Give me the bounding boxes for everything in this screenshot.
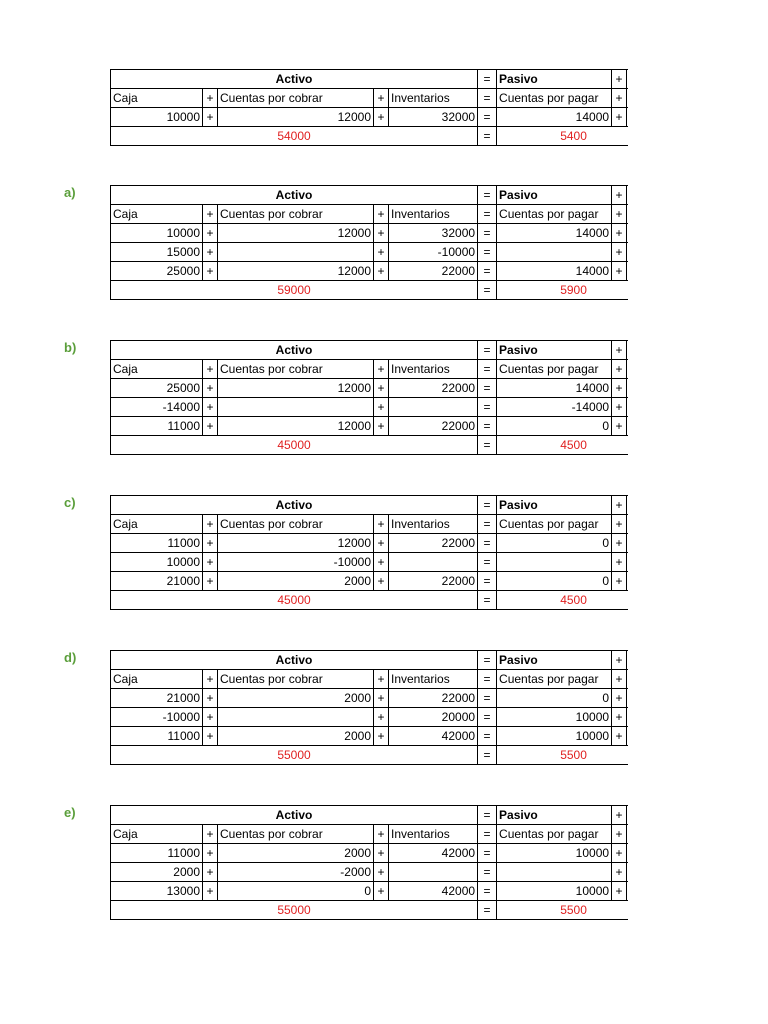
plus-sign: + (612, 708, 627, 727)
total-activo: 45000 (111, 591, 478, 610)
caja-header: Caja (111, 89, 203, 108)
plus-sign: + (374, 379, 389, 398)
total-activo: 55000 (111, 901, 478, 920)
activo-header: Activo (111, 806, 478, 825)
inventarios-value: 22000 (389, 534, 478, 553)
cuentas-cobrar-value: 12000 (218, 534, 374, 553)
plus-sign: + (612, 863, 627, 882)
inventarios-value: 42000 (389, 727, 478, 746)
plus-sign: + (374, 534, 389, 553)
inventarios-value: 32000 (389, 224, 478, 243)
plus-sign: + (374, 224, 389, 243)
column-header-row (111, 89, 629, 108)
plus-sign: + (203, 360, 218, 379)
plus-sign: + (203, 243, 218, 262)
pasivo-header: Pasivo (497, 70, 612, 89)
caja-value: 11000 (111, 534, 203, 553)
empty-cell (627, 670, 628, 689)
total-row (111, 127, 629, 146)
equals-sign: = (478, 89, 497, 108)
plus-sign: + (374, 708, 389, 727)
equals-sign: = (478, 591, 497, 610)
equals-sign: = (478, 379, 497, 398)
data-row (111, 379, 629, 398)
part-label: e) (64, 805, 76, 820)
cuentas-pagar-value (497, 863, 612, 882)
inventarios-header: Inventarios (389, 360, 478, 379)
cuentas-pagar-header: Cuentas por pagar (497, 205, 612, 224)
empty-cell (627, 417, 628, 436)
header-row (111, 341, 629, 360)
header-row (111, 186, 629, 205)
plus-sign: + (612, 572, 627, 591)
plus-sign: + (203, 108, 218, 127)
equals-sign: = (478, 186, 497, 205)
cuentas-pagar-value: 14000 (497, 262, 612, 281)
equals-sign: = (478, 417, 497, 436)
cuentas-pagar-value: 14000 (497, 224, 612, 243)
equals-sign: = (478, 281, 497, 300)
ledger-table (110, 805, 628, 920)
data-row (111, 708, 629, 727)
caja-header: Caja (111, 360, 203, 379)
pasivo-header: Pasivo (497, 186, 612, 205)
plus-sign: + (612, 844, 627, 863)
column-header-row (111, 360, 629, 379)
plus-sign: + (612, 882, 627, 901)
data-row (111, 534, 629, 553)
plus-sign: + (374, 515, 389, 534)
column-header-row (111, 205, 629, 224)
ledger-sheet (110, 805, 628, 925)
plus-sign: + (612, 262, 627, 281)
ledger-table (110, 69, 628, 146)
caja-header: Caja (111, 825, 203, 844)
equals-sign: = (478, 398, 497, 417)
total-activo: 59000 (111, 281, 478, 300)
equals-sign: = (478, 205, 497, 224)
column-header-row (111, 825, 629, 844)
inventarios-value: 22000 (389, 689, 478, 708)
data-row (111, 417, 629, 436)
ledger-sheet (110, 185, 628, 305)
cuentas-cobrar-value: 12000 (218, 417, 374, 436)
equals-sign: = (478, 127, 497, 146)
plus-sign: + (612, 515, 627, 534)
caja-value: 10000 (111, 108, 203, 127)
equals-sign: = (478, 496, 497, 515)
cuentas-cobrar-value: -2000 (218, 863, 374, 882)
plus-sign: + (374, 727, 389, 746)
inventarios-value (389, 398, 478, 417)
plus-sign: + (612, 341, 627, 360)
empty-cell (627, 186, 628, 205)
plus-sign: + (374, 262, 389, 281)
inventarios-value: 32000 (389, 108, 478, 127)
plus-sign: + (374, 825, 389, 844)
equals-sign: = (478, 651, 497, 670)
plus-sign: + (374, 670, 389, 689)
plus-sign: + (374, 572, 389, 591)
plus-sign: + (612, 205, 627, 224)
plus-sign: + (612, 70, 627, 89)
cuentas-pagar-value: 0 (497, 689, 612, 708)
equals-sign: = (478, 708, 497, 727)
ledger-sheet (110, 650, 628, 770)
cuentas-cobrar-value (218, 243, 374, 262)
inventarios-value: 20000 (389, 708, 478, 727)
cuentas-pagar-header: Cuentas por pagar (497, 515, 612, 534)
data-row (111, 262, 629, 281)
inventarios-value (389, 863, 478, 882)
total-pasivo: 4500 (497, 591, 628, 610)
empty-cell (627, 689, 628, 708)
equals-sign: = (478, 262, 497, 281)
equals-sign: = (478, 882, 497, 901)
caja-value: 21000 (111, 689, 203, 708)
caja-value: 21000 (111, 572, 203, 591)
plus-sign: + (203, 205, 218, 224)
plus-sign: + (374, 863, 389, 882)
equals-sign: = (478, 901, 497, 920)
pasivo-header: Pasivo (497, 806, 612, 825)
inventarios-value: 22000 (389, 379, 478, 398)
caja-value: -14000 (111, 398, 203, 417)
cuentas-pagar-header: Cuentas por pagar (497, 89, 612, 108)
empty-cell (627, 205, 628, 224)
equals-sign: = (478, 670, 497, 689)
cuentas-cobrar-header: Cuentas por cobrar (218, 89, 374, 108)
plus-sign: + (612, 651, 627, 670)
plus-sign: + (612, 534, 627, 553)
cuentas-pagar-value (497, 553, 612, 572)
activo-header: Activo (111, 496, 478, 515)
equals-sign: = (478, 572, 497, 591)
plus-sign: + (612, 89, 627, 108)
total-pasivo: 4500 (497, 436, 628, 455)
header-row (111, 651, 629, 670)
total-pasivo: 5500 (497, 901, 628, 920)
plus-sign: + (203, 844, 218, 863)
cuentas-cobrar-header: Cuentas por cobrar (218, 825, 374, 844)
column-header-row (111, 670, 629, 689)
empty-cell (627, 515, 628, 534)
header-row (111, 806, 629, 825)
empty-cell (627, 379, 628, 398)
inventarios-value: 22000 (389, 417, 478, 436)
empty-cell (627, 108, 628, 127)
cuentas-cobrar-value (218, 398, 374, 417)
cuentas-pagar-value: 10000 (497, 727, 612, 746)
equals-sign: = (478, 825, 497, 844)
cuentas-cobrar-value: 2000 (218, 689, 374, 708)
caja-value: 25000 (111, 379, 203, 398)
data-row (111, 398, 629, 417)
column-header-row (111, 515, 629, 534)
plus-sign: + (374, 689, 389, 708)
equals-sign: = (478, 341, 497, 360)
ledger-table (110, 495, 628, 610)
plus-sign: + (612, 360, 627, 379)
cuentas-cobrar-header: Cuentas por cobrar (218, 670, 374, 689)
plus-sign: + (203, 572, 218, 591)
header-row (111, 496, 629, 515)
equals-sign: = (478, 863, 497, 882)
plus-sign: + (612, 417, 627, 436)
plus-sign: + (612, 224, 627, 243)
plus-sign: + (374, 243, 389, 262)
cuentas-cobrar-value: 0 (218, 882, 374, 901)
cuentas-pagar-value: 0 (497, 417, 612, 436)
cuentas-pagar-value: 14000 (497, 379, 612, 398)
plus-sign: + (374, 205, 389, 224)
empty-cell (627, 70, 628, 89)
inventarios-header: Inventarios (389, 205, 478, 224)
total-row (111, 901, 629, 920)
empty-cell (627, 534, 628, 553)
cuentas-cobrar-value: 12000 (218, 224, 374, 243)
part-label: d) (64, 650, 77, 665)
plus-sign: + (612, 806, 627, 825)
empty-cell (627, 553, 628, 572)
empty-cell (627, 341, 628, 360)
pasivo-header: Pasivo (497, 496, 612, 515)
cuentas-cobrar-value: -10000 (218, 553, 374, 572)
total-row (111, 436, 629, 455)
inventarios-header: Inventarios (389, 89, 478, 108)
data-row (111, 882, 629, 901)
total-row (111, 281, 629, 300)
total-pasivo: 5500 (497, 746, 628, 765)
empty-cell (627, 398, 628, 417)
plus-sign: + (612, 108, 627, 127)
empty-cell (627, 727, 628, 746)
equals-sign: = (478, 224, 497, 243)
data-row (111, 689, 629, 708)
plus-sign: + (612, 496, 627, 515)
activo-header: Activo (111, 70, 478, 89)
inventarios-value: 22000 (389, 572, 478, 591)
empty-cell (627, 651, 628, 670)
caja-value: 10000 (111, 553, 203, 572)
inventarios-value (389, 553, 478, 572)
plus-sign: + (203, 863, 218, 882)
empty-cell (627, 844, 628, 863)
plus-sign: + (612, 727, 627, 746)
empty-cell (627, 806, 628, 825)
caja-value: 15000 (111, 243, 203, 262)
cuentas-pagar-value: 10000 (497, 882, 612, 901)
empty-cell (627, 243, 628, 262)
plus-sign: + (612, 186, 627, 205)
cuentas-cobrar-value: 2000 (218, 572, 374, 591)
activo-header: Activo (111, 651, 478, 670)
empty-cell (627, 882, 628, 901)
total-activo: 55000 (111, 746, 478, 765)
caja-value: 25000 (111, 262, 203, 281)
ledger-sheet (110, 340, 628, 460)
ledger-table (110, 185, 628, 300)
equals-sign: = (478, 515, 497, 534)
cuentas-pagar-header: Cuentas por pagar (497, 825, 612, 844)
cuentas-pagar-value (497, 243, 612, 262)
plus-sign: + (203, 417, 218, 436)
cuentas-cobrar-value: 2000 (218, 727, 374, 746)
empty-cell (627, 496, 628, 515)
data-row (111, 863, 629, 882)
cuentas-pagar-header: Cuentas por pagar (497, 670, 612, 689)
caja-value: 11000 (111, 417, 203, 436)
equals-sign: = (478, 534, 497, 553)
plus-sign: + (374, 398, 389, 417)
plus-sign: + (203, 825, 218, 844)
equals-sign: = (478, 108, 497, 127)
total-pasivo: 5900 (497, 281, 628, 300)
plus-sign: + (612, 243, 627, 262)
inventarios-value: 42000 (389, 882, 478, 901)
total-activo: 45000 (111, 436, 478, 455)
cuentas-pagar-value: 10000 (497, 844, 612, 863)
data-row (111, 572, 629, 591)
inventarios-header: Inventarios (389, 825, 478, 844)
empty-cell (627, 224, 628, 243)
inventarios-header: Inventarios (389, 670, 478, 689)
plus-sign: + (203, 727, 218, 746)
plus-sign: + (203, 224, 218, 243)
caja-value: 11000 (111, 844, 203, 863)
plus-sign: + (612, 553, 627, 572)
data-row (111, 553, 629, 572)
cuentas-pagar-value: -14000 (497, 398, 612, 417)
caja-value: -10000 (111, 708, 203, 727)
data-row (111, 224, 629, 243)
plus-sign: + (612, 670, 627, 689)
plus-sign: + (612, 689, 627, 708)
plus-sign: + (374, 844, 389, 863)
header-row (111, 70, 629, 89)
plus-sign: + (203, 882, 218, 901)
data-row (111, 727, 629, 746)
cuentas-cobrar-value: 12000 (218, 108, 374, 127)
plus-sign: + (203, 553, 218, 572)
equals-sign: = (478, 243, 497, 262)
plus-sign: + (203, 515, 218, 534)
cuentas-cobrar-value: 2000 (218, 844, 374, 863)
data-row (111, 844, 629, 863)
ledger-sheet (110, 495, 628, 615)
caja-header: Caja (111, 205, 203, 224)
plus-sign: + (203, 708, 218, 727)
plus-sign: + (203, 262, 218, 281)
total-row (111, 591, 629, 610)
pasivo-header: Pasivo (497, 651, 612, 670)
plus-sign: + (203, 670, 218, 689)
inventarios-value: -10000 (389, 243, 478, 262)
caja-value: 10000 (111, 224, 203, 243)
data-row (111, 243, 629, 262)
equals-sign: = (478, 746, 497, 765)
ledger-sheet (110, 69, 628, 149)
pasivo-header: Pasivo (497, 341, 612, 360)
cuentas-pagar-value: 0 (497, 572, 612, 591)
cuentas-pagar-value: 14000 (497, 108, 612, 127)
caja-value: 13000 (111, 882, 203, 901)
caja-header: Caja (111, 670, 203, 689)
equals-sign: = (478, 553, 497, 572)
equals-sign: = (478, 727, 497, 746)
ledger-table (110, 340, 628, 455)
part-label: a) (64, 185, 76, 200)
caja-value: 11000 (111, 727, 203, 746)
cuentas-cobrar-value: 12000 (218, 262, 374, 281)
data-row (111, 108, 629, 127)
inventarios-value: 22000 (389, 262, 478, 281)
cuentas-pagar-value: 10000 (497, 708, 612, 727)
equals-sign: = (478, 70, 497, 89)
inventarios-value: 42000 (389, 844, 478, 863)
plus-sign: + (203, 89, 218, 108)
empty-cell (627, 825, 628, 844)
plus-sign: + (374, 417, 389, 436)
equals-sign: = (478, 436, 497, 455)
empty-cell (627, 360, 628, 379)
ledger-table (110, 650, 628, 765)
cuentas-cobrar-value: 12000 (218, 379, 374, 398)
activo-header: Activo (111, 341, 478, 360)
total-activo: 54000 (111, 127, 478, 146)
plus-sign: + (612, 379, 627, 398)
plus-sign: + (374, 360, 389, 379)
empty-cell (627, 708, 628, 727)
total-row (111, 746, 629, 765)
equals-sign: = (478, 806, 497, 825)
plus-sign: + (203, 398, 218, 417)
plus-sign: + (374, 882, 389, 901)
cuentas-cobrar-header: Cuentas por cobrar (218, 515, 374, 534)
inventarios-header: Inventarios (389, 515, 478, 534)
cuentas-pagar-value: 0 (497, 534, 612, 553)
empty-cell (627, 572, 628, 591)
cuentas-cobrar-value (218, 708, 374, 727)
empty-cell (627, 262, 628, 281)
activo-header: Activo (111, 186, 478, 205)
caja-value: 2000 (111, 863, 203, 882)
plus-sign: + (203, 534, 218, 553)
caja-header: Caja (111, 515, 203, 534)
total-pasivo: 5400 (497, 127, 628, 146)
plus-sign: + (203, 379, 218, 398)
part-label: b) (64, 340, 77, 355)
plus-sign: + (612, 825, 627, 844)
plus-sign: + (612, 398, 627, 417)
plus-sign: + (374, 108, 389, 127)
plus-sign: + (203, 689, 218, 708)
cuentas-pagar-header: Cuentas por pagar (497, 360, 612, 379)
equals-sign: = (478, 844, 497, 863)
cuentas-cobrar-header: Cuentas por cobrar (218, 205, 374, 224)
equals-sign: = (478, 689, 497, 708)
plus-sign: + (374, 553, 389, 572)
plus-sign: + (374, 89, 389, 108)
empty-cell (627, 863, 628, 882)
empty-cell (627, 89, 628, 108)
part-label: c) (64, 495, 76, 510)
equals-sign: = (478, 360, 497, 379)
cuentas-cobrar-header: Cuentas por cobrar (218, 360, 374, 379)
